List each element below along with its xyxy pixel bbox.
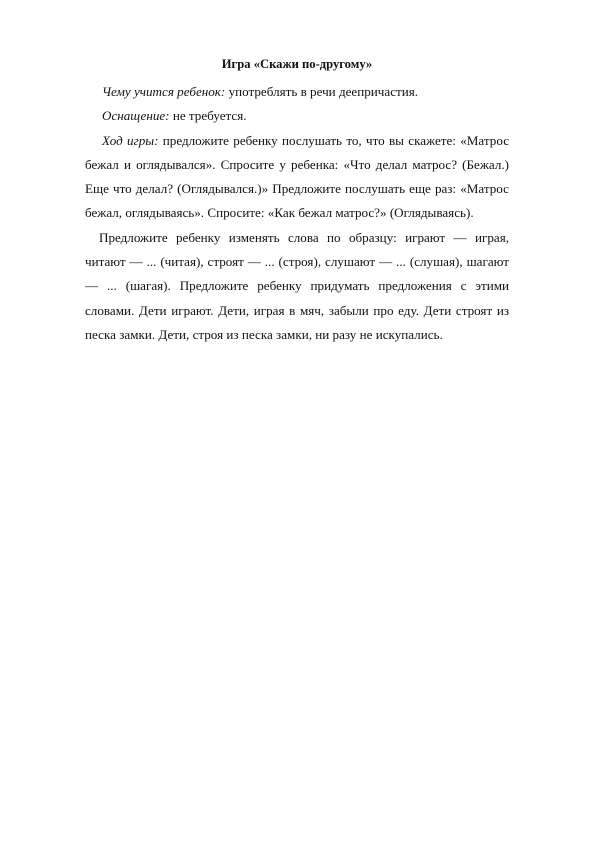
game-procedure-text: предложите ребенку послушать то, что вы скажете: «Матрос бежал и оглядывался». Спросите у ребенка: «Что делал матрос? (Бежал.) Еще что делал? (Оглядывался.)» Предложите послушать еще раз: «Матрос бежал, оглядываясь». Спросите: «Как бежал матрос?» (Оглядываясь). xyxy=(85,132,510,221)
document-body xyxy=(85,54,509,347)
learning-goal-text: употреблять в речи деепричастия. xyxy=(225,84,419,99)
paragraph-closing: Предложите ребенку изменять слова по образцу: играют — играя, читают — ... (читая), строят — ... (строя), слушают — ... (слушая), шагают — ... (шагая). Предложите ребенку придумать предложения с этими словами. Дети играют. Дети, играя в мяч, забыли про еду. Дети строят из песка замки. Дети, строя из песка замки, ни разу не искупались. xyxy=(85,229,509,342)
paragraph-equipment xyxy=(85,104,509,128)
paragraph-game-procedure xyxy=(85,129,509,226)
equipment-text: не требуется. xyxy=(169,108,247,124)
equipment-label: Оснащение: xyxy=(102,108,170,124)
paragraph-learning-goal xyxy=(85,80,509,104)
document-title: Игра «Скажи по-другому» xyxy=(221,57,373,71)
game-procedure-label: Ход игры: xyxy=(102,132,159,148)
learning-goal-label: Чему учится ребенок: xyxy=(102,84,226,99)
